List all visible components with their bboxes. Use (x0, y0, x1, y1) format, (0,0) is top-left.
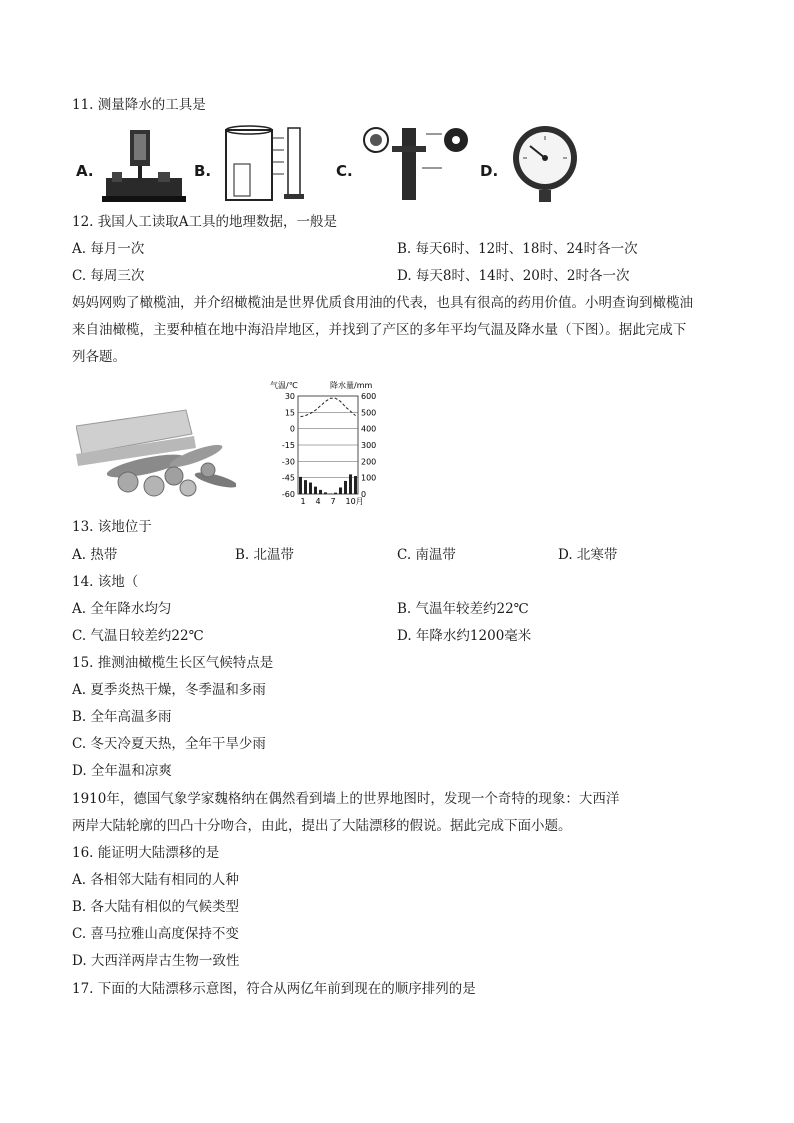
temperature-tick-label: 30 (284, 392, 295, 401)
precipitation-bar (334, 493, 337, 494)
precipitation-bar (354, 476, 357, 494)
q12-option-b: B. 每天6时、12时、18时、24时各一次 (397, 241, 638, 257)
precipitation-tick-label: 200 (361, 457, 377, 467)
q12-option-c: C. 每周三次 (72, 268, 145, 284)
rain-gauge-image (220, 124, 332, 204)
q16-option-c: C. 喜马拉雅山高度保持不变 (72, 926, 239, 942)
temperature-tick-label: -60 (281, 490, 295, 499)
q15-option-a: A. 夏季炎热干燥，冬季温和多雨 (72, 682, 266, 698)
month-tick-label: 7 (330, 497, 336, 506)
tool-label-a: A. (76, 162, 94, 180)
intro1-line-2: 来自油橄榄，主要种植在地中海沿岸地区，并找到了产区的多年平均气温及降水量（下图）。据此完成下 (72, 322, 687, 338)
tool-label-c: C. (336, 162, 353, 180)
month-tick-label: 4 (315, 497, 321, 506)
precipitation-axis-label: 降水量/mm (330, 381, 373, 390)
q17-stem: 17. 下面的大陆漂移示意图，符合从两亿年前到现在的顺序排列的是 (72, 981, 476, 997)
intro2-line-1: 1910年，德国气象学家魏格纳在偶然看到墙上的世界地图时，发现一个奇特的现象：大西洋 (72, 791, 620, 807)
precipitation-bar (339, 487, 342, 494)
q12-option-d: D. 每天8时、14时、20时、2时各一次 (397, 268, 630, 284)
q14-stem: 14. 该地（ (72, 574, 139, 590)
climate-chart (268, 380, 398, 510)
precipitation-tick-label: 500 (361, 408, 377, 418)
q13-stem: 13. 该地位于 (72, 519, 152, 535)
q16-option-d: D. 大西洋两岸古生物一致性 (72, 953, 240, 969)
intro1-line-3: 列各题。 (72, 349, 126, 365)
q13-option-a: A. 热带 (72, 547, 118, 563)
temperature-tick-label: -30 (281, 457, 295, 467)
precipitation-bar (309, 483, 312, 494)
q11-stem: 11. 测量降水的工具是 (72, 97, 206, 113)
precipitation-tick-label: 600 (361, 392, 377, 401)
precipitation-tick-label: 400 (361, 424, 377, 434)
tool-label-d: D. (480, 162, 499, 180)
q12-stem: 12. 我国人工读取A工具的地理数据，一般是 (72, 214, 338, 230)
wind-vane-instrument-image (362, 124, 478, 204)
barometer-gauge-image (508, 124, 582, 204)
q14-option-c: C. 气温日较差约22℃ (72, 628, 204, 644)
q15-option-c: C. 冬天冷夏天热，全年干旱少雨 (72, 736, 266, 752)
q14-option-d: D. 年降水约1200毫米 (397, 628, 532, 644)
q14-option-a: A. 全年降水均匀 (72, 601, 172, 617)
precipitation-bar (304, 480, 307, 494)
q16-stem: 16. 能证明大陆漂移的是 (72, 845, 220, 861)
month-tick-label: 10月 (345, 497, 364, 506)
rain-gauge-shelter-image (100, 126, 188, 204)
intro2-line-2: 两岸大陆轮廓的凹凸十分吻合，由此，提出了大陆漂移的假说。据此完成下面小题。 (72, 818, 572, 834)
precipitation-bar (349, 474, 352, 494)
temperature-axis-label: 气温/℃ (270, 381, 298, 390)
precipitation-bar (314, 487, 317, 494)
temperature-tick-label: 0 (289, 424, 295, 434)
q16-option-b: B. 各大陆有相似的气候类型 (72, 899, 240, 915)
q15-option-d: D. 全年温和凉爽 (72, 763, 172, 779)
temperature-tick-label: -45 (281, 473, 295, 483)
precipitation-tick-label: 0 (361, 490, 367, 499)
q15-option-b: B. 全年高温多雨 (72, 709, 172, 725)
q12-option-a: A. 每月一次 (72, 241, 145, 257)
q16-option-a: A. 各相邻大陆有相同的人种 (72, 872, 239, 888)
precipitation-bar (344, 481, 347, 494)
temperature-tick-label: -15 (281, 441, 295, 450)
temperature-tick-label: 15 (284, 408, 295, 418)
temperature-line (301, 398, 356, 417)
tool-label-b: B. (194, 162, 212, 180)
precipitation-tick-label: 300 (361, 441, 377, 450)
q13-option-c: C. 南温带 (397, 547, 456, 563)
precipitation-bar (324, 492, 327, 494)
q13-option-b: B. 北温带 (235, 547, 295, 563)
q14-option-b: B. 气温年较差约22℃ (397, 601, 529, 617)
olive-oil-photo (76, 406, 236, 502)
q15-stem: 15. 推测油橄榄生长区气候特点是 (72, 655, 274, 671)
tool-images (72, 124, 592, 206)
month-tick-label: 1 (300, 497, 306, 506)
precipitation-tick-label: 100 (361, 473, 377, 483)
q13-option-d: D. 北寒带 (558, 547, 618, 563)
precipitation-bar (299, 477, 302, 494)
intro1-line-1: 妈妈网购了橄榄油，并介绍橄榄油是世界优质食用油的代表，也具有很高的药用价值。小明查询到橄榄油 (72, 295, 693, 311)
precipitation-bar (319, 490, 322, 494)
